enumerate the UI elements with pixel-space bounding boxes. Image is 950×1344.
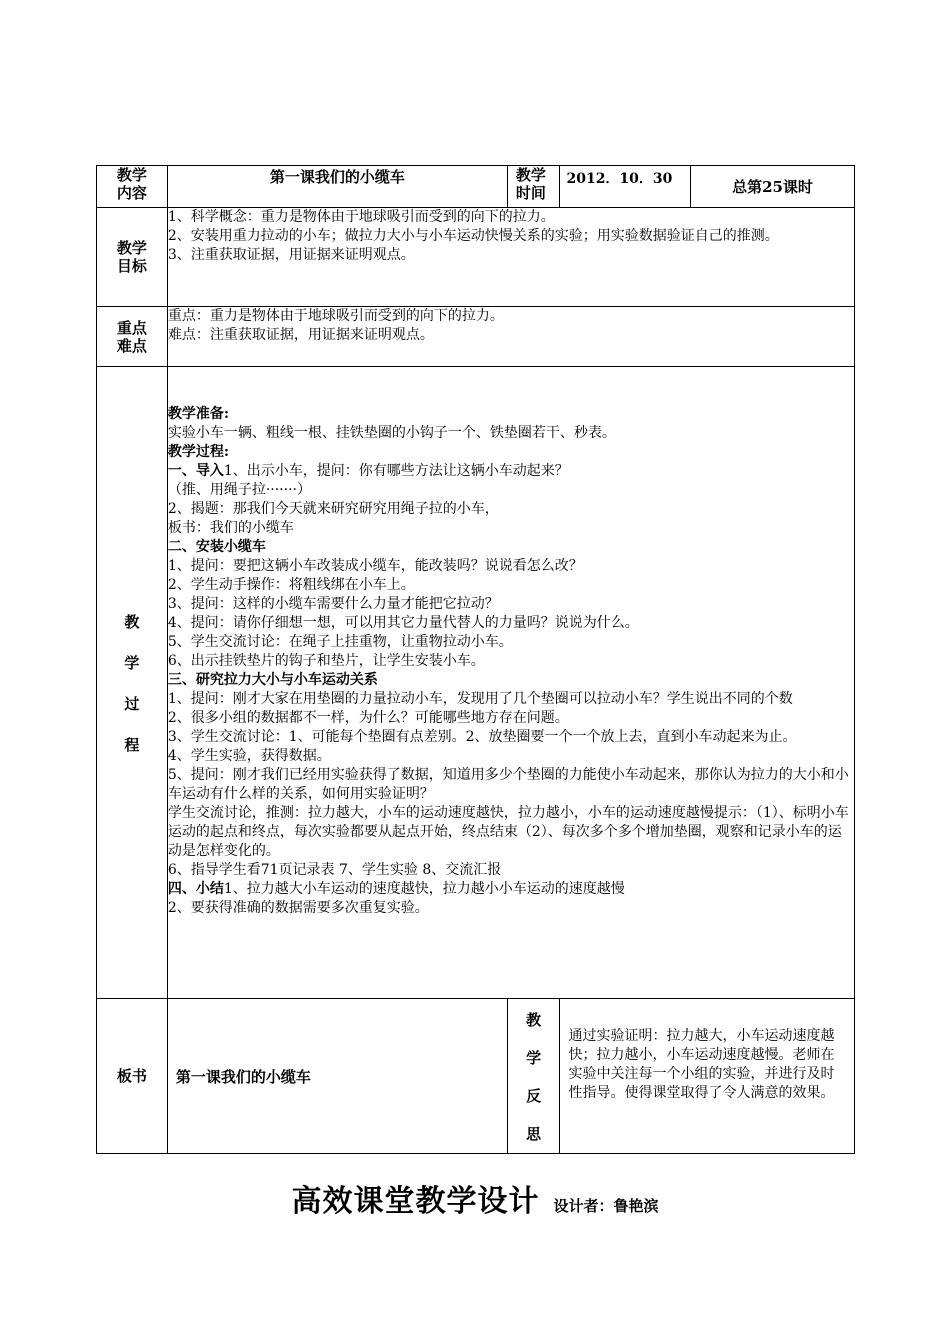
content-label-text: 教学内容 <box>116 166 147 202</box>
section-title: 四、小结 <box>167 881 224 897</box>
keypoints-content <box>167 307 854 367</box>
footer-title: 高效课堂教学设计 <box>291 1184 540 1219</box>
section-title: 一、导入 <box>167 463 224 479</box>
keypoints-label <box>97 307 168 367</box>
process-heading: 教学过程: <box>167 444 229 460</box>
difficult-point: 难点：注重获取证据，用证据来证明观点。 <box>167 327 434 343</box>
prep-heading: 教学准备: <box>167 406 229 422</box>
board-content-cell <box>167 999 507 1154</box>
process-line: 学生交流讨论，推测：拉力越大，小车的运动速度越快，拉力越小，小车的运动速度越慢提示：（1）、标明小车运动的起点和终点，每次实验都要从起点开始，终点结束（2）、每次多个多个增加垫圈，观察和记录小车的运动是怎样变化的。 <box>167 805 849 859</box>
process-label-char: 程 <box>124 735 140 754</box>
process-line: 1、提问：刚才大家在用垫圈的力量拉动小车，发现用了几个垫圈可以拉动小车？学生说出不同的个数 <box>167 691 793 707</box>
time-label-text: 教学时间 <box>515 166 546 202</box>
section-title: 二、安装小缆车 <box>167 539 266 555</box>
section-text: 1、拉力越大小车运动的速度越快，拉力越小小车运动的速度越慢 <box>223 881 625 897</box>
process-line: 2、要获得准确的数据需要多次重复实验。 <box>167 900 429 916</box>
key-point: 重点：重力是物体由于地球吸引而受到的向下的拉力。 <box>167 308 504 324</box>
goals-row <box>97 208 855 307</box>
section-summary <box>168 880 854 899</box>
total-lesson-count: 总第25课时 <box>732 177 813 196</box>
goal-line: 1、科学概念：重力是物体由于地球吸引而受到的向下的拉力。 <box>167 209 555 225</box>
goal-line: 3、注重获取证据，用证据来证明观点。 <box>167 247 415 263</box>
keypoints-row <box>97 307 855 367</box>
process-line: 3、学生交流讨论：1、可能每个垫圈有点差别。2、放垫圈要一个一个放上去，直到小车动起来为止。 <box>167 729 797 745</box>
process-line: 3、提问：这样的小缆车需要什么力量才能把它拉动？ <box>167 596 499 612</box>
process-line: 6、指导学生看71页记录表 7、学生实验 8、交流汇报 <box>167 862 502 878</box>
process-line: （推、用绳子拉·······） <box>167 482 311 498</box>
lesson-title-cell <box>167 166 507 208</box>
time-label <box>507 166 560 208</box>
content-label <box>97 166 168 208</box>
process-line: 5、提问：刚才我们已经用实验获得了数据，知道用多少个垫圈的力能使小车动起来，那你认为拉力的大小和小车运动有什么样的关系，如何用实验证明？ <box>167 767 849 802</box>
reflection-cell <box>560 999 855 1154</box>
process-label-char: 教 <box>124 612 140 631</box>
board-label-text: 板书 <box>116 1067 147 1085</box>
process-line: 4、提问：请你仔细想一想，可以用其它力量代替人的力量吗？说说为什么。 <box>167 615 639 631</box>
process-line: 6、出示挂铁垫片的钩子和垫片，让学生安装小车。 <box>167 653 485 669</box>
process-line: 4、学生实验，获得数据。 <box>167 748 331 764</box>
section-title: 三、研究拉力大小与小车运动关系 <box>167 672 378 688</box>
lesson-title: 第一课我们的小缆车 <box>269 168 405 186</box>
total-lesson-cell <box>691 166 855 208</box>
reflection-text: 通过实验证明：拉力越大，小车运动速度越快；拉力越小，小车运动速度越慢。老师在实验中关注每一个小组的实验，并进行及时性指导。使得课堂取得了令人满意的效果。 <box>568 1028 835 1101</box>
lesson-date: 2012．10．30 <box>566 171 673 187</box>
goal-line: 2、安装用重力拉动的小车；做拉力大小与小车运动快慢关系的实验；用实验数据验证自己的推测。 <box>167 228 779 244</box>
process-label-char: 学 <box>124 653 140 672</box>
process-content <box>167 367 854 999</box>
header-row <box>97 166 855 208</box>
board-label <box>97 999 168 1154</box>
process-label <box>97 367 168 999</box>
board-content: 第一课我们的小缆车 <box>175 1067 311 1086</box>
date-cell <box>560 166 691 208</box>
process-line: 1、提问：要把这辆小车改装成小缆车，能改装吗？说说看怎么改？ <box>167 558 583 574</box>
reflection-label <box>507 999 560 1154</box>
designer-credit: 设计者：鲁艳滨 <box>553 1197 659 1215</box>
reflection-label-char: 反 <box>526 1086 542 1105</box>
reflection-label-char: 学 <box>526 1048 542 1067</box>
goals-label <box>97 208 168 307</box>
lesson-plan-table <box>96 165 855 1154</box>
section-intro <box>168 462 854 481</box>
process-line: 板书：我们的小缆车 <box>167 520 294 536</box>
reflection-label-char: 教 <box>526 1010 542 1029</box>
process-line: 2、学生动手操作：将粗线绑在小车上。 <box>167 577 415 593</box>
goals-content <box>167 208 854 307</box>
section-text: 1、出示小车，提问：你有哪些方法让这辆小车动起来？ <box>223 463 569 479</box>
reflection-label-char: 思 <box>526 1124 542 1143</box>
process-label-char: 过 <box>124 694 140 713</box>
process-row <box>97 367 855 999</box>
keypoints-label-text: 重点难点 <box>116 318 147 355</box>
goals-label-text: 教学目标 <box>116 239 147 275</box>
process-line: 5、学生交流讨论：在绳子上挂重物，让重物拉动小车。 <box>167 634 513 650</box>
process-line: 2、很多小组的数据都不一样，为什么？可能哪些地方存在问题。 <box>167 710 569 726</box>
prep-text: 实验小车一辆、粗线一根、挂铁垫圈的小钩子一个、铁垫圈若干、秒表。 <box>167 425 616 441</box>
process-line: 2、揭题：那我们今天就来研究研究用绳子拉的小车， <box>167 501 499 517</box>
board-row <box>97 999 855 1154</box>
document-footer <box>0 1176 950 1220</box>
